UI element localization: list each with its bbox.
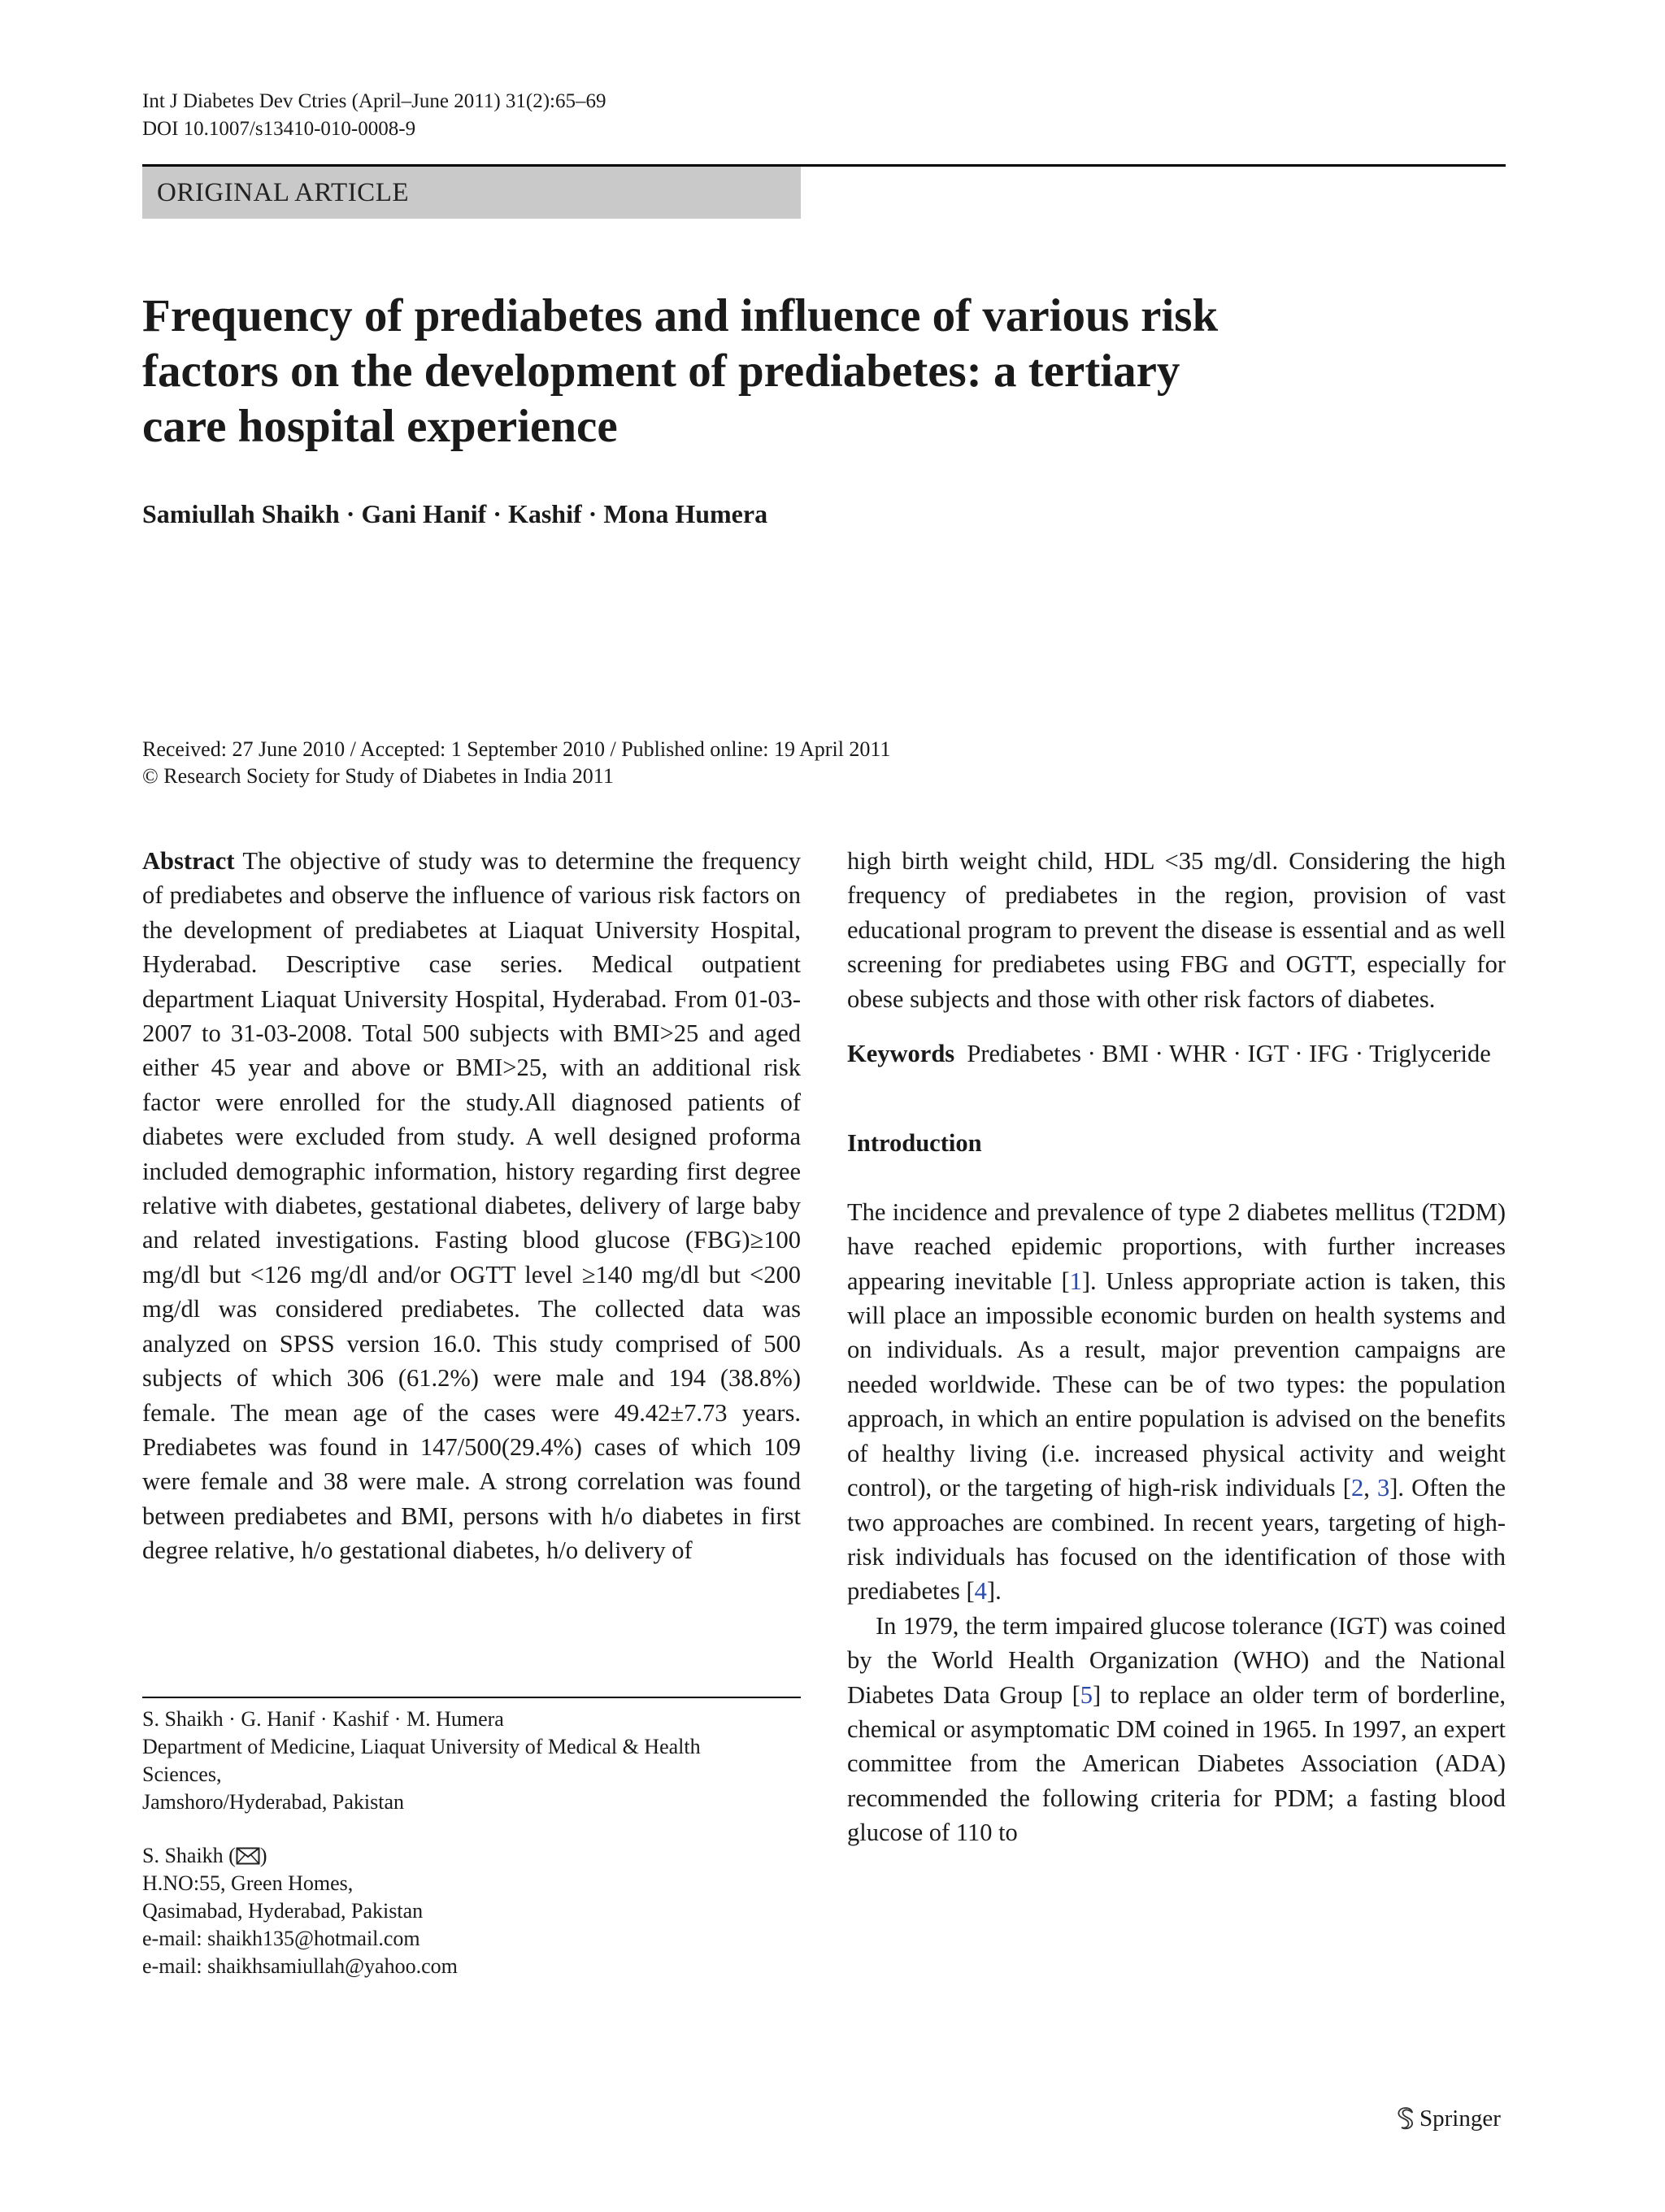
section-heading-introduction: Introduction (847, 1129, 982, 1158)
abstract-continuation: high birth weight child, HDL <35 mg/dl. Considering the high frequency of prediabetes in the region, provision of vast educational program to prevent the disease is essential and as well screening for prediabetes using FBG and OGTT, especially for obese subjects and those with other risk factors of diabetes. (847, 847, 1506, 1013)
envelope-icon[interactable] (236, 1845, 260, 1862)
author-affiliation (142, 1706, 801, 1980)
citation-link[interactable]: 4 (974, 1577, 987, 1606)
text-run: ]. (986, 1577, 1002, 1606)
citation-link[interactable]: 2 (1350, 1474, 1364, 1502)
contact-name: S. Shaikh ( (142, 1844, 236, 1867)
citation-link[interactable]: 3 (1376, 1474, 1390, 1502)
publisher-footer (1395, 2106, 1501, 2132)
journal-header (142, 88, 606, 143)
text-run: , (1363, 1474, 1377, 1502)
abstract-text: The objective of study was to determine the frequency of prediabetes and observe the influence of various risk factors on the development of prediabetes at Liaquat University Hospital, Hyderabad. Descriptive case series. Medical outpatient department Liaquat University Hospital, Hyderabad. From 01-03-2007 to 31-03-2008. Total 500 subjects with BMI>25 and aged either 45 year and above or BMI>25, with an additional risk factor were enrolled for the study.All diagnosed patients of diabetes were excluded from study. A well designed proforma included demographic information, history regarding first degree relative with diabetes, gestational diabetes, delivery of large baby and related investigations. Fasting blood glucose (FBG)≥100 mg/dl but <126 mg/dl and/or OGTT level ≥140 mg/dl but <200 mg/dl was considered prediabetes. The collected data was analyzed on SPSS version 16.0. This study comprised of 500 subjects of which 306 (61.2%) were male and 194 (38.8%) female. The mean age of the cases were 49.42±7.73 years. Prediabetes was found in 147/500(29.4%) cases of which 109 were female and 38 were male. A strong correlation was found between prediabetes and BMI, persons with h/o diabetes in first degree relative, h/o gestational diabetes, h/o delivery of (142, 847, 801, 1565)
corresponding-author (142, 1842, 801, 1870)
contact-address: Qasimabad, Hyderabad, Pakistan (142, 1899, 424, 1923)
text-run: In 1979, the term impaired glucose tolerance (IGT) was coined by the World Health Organization (WHO) and the National Diabetes Data Group [ (847, 1611, 1506, 1709)
article-type: ORIGINAL ARTICLE (157, 178, 410, 207)
publisher-name: Springer (1419, 2106, 1501, 2132)
text-run: ]. Unless appropriate action is taken, this will place an impossible economic burden on health systems and on individuals. As a result, major prevention campaigns are needed worldwide. These can be of two types: the population approach, in which an entire population is advised on the benefits of healthy living (i.e. increased physical activity and weight control), or the targeting of high-risk individuals [ (847, 1267, 1506, 1502)
affiliation-names: S. Shaikh · G. Hanif · Kashif · M. Humera (142, 1707, 504, 1731)
keywords-text: Prediabetes · BMI · WHR · IGT · IFG · Triglyceride (967, 1040, 1491, 1068)
citation-link[interactable]: 5 (1080, 1680, 1093, 1709)
title-line: factors on the development of prediabetes: a tertiary (142, 345, 1180, 397)
paper-title (142, 289, 1378, 454)
contact-email[interactable]: e-mail: shaikhsamiullah@yahoo.com (142, 1954, 458, 1978)
text-run: The incidence and prevalence of type 2 diabetes mellitus (T2DM) have reached epidemic proportions, with further increases appearing inevitable [ (847, 1197, 1506, 1295)
title-line: Frequency of prediabetes and influence of various risk (142, 290, 1219, 341)
citation-link[interactable]: 1 (1069, 1267, 1082, 1295)
affiliation-dept: Department of Medicine, Liaquat University of Medical & Health (142, 1735, 701, 1758)
affiliation-dept: Sciences, (142, 1762, 222, 1786)
intro-paragraph-2 (847, 1609, 1506, 1850)
abstract-label: Abstract (142, 847, 235, 875)
abstract (142, 844, 801, 1568)
left-column (142, 844, 801, 1568)
author-list: Samiullah Shaikh · Gani Hanif · Kashif · Mona Humera (142, 499, 768, 528)
publication-dates (142, 736, 890, 789)
contact-close: ) (259, 1844, 267, 1867)
spacer (142, 1816, 801, 1842)
text-run: ] to replace an older term of borderline, chemical or asymptomatic DM coined in 1965. In 1997, an expert committee from the American Diabetes Association (ADA) recommended the following criteria for PDM; a fasting blood glucose of 110 to (847, 1680, 1506, 1847)
title-line: care hospital experience (142, 401, 618, 452)
right-column (847, 844, 1506, 1850)
text-run: ]. Often the two approaches are combined. In recent years, targeting of high-risk individuals has focused on the identification of those with prediabetes [ (847, 1474, 1506, 1606)
dates-line: Received: 27 June 2010 / Accepted: 1 September 2010 / Published online: 19 April 2011 (142, 737, 891, 761)
journal-citation: Int J Diabetes Dev Ctries (April–June 2011) 31(2):65–69 (142, 90, 606, 112)
footnote-rule (142, 1697, 801, 1698)
keywords-label: Keywords (847, 1040, 955, 1068)
copyright-line: © Research Society for Study of Diabetes in India 2011 (142, 764, 614, 788)
springer-logo-icon (1395, 2106, 1416, 2131)
contact-address: H.NO:55, Green Homes, (142, 1871, 354, 1895)
doi[interactable]: DOI 10.1007/s13410-010-0008-9 (142, 118, 416, 140)
affiliation-dept: Jamshoro/Hyderabad, Pakistan (142, 1790, 405, 1814)
contact-email[interactable]: e-mail: shaikh135@hotmail.com (142, 1927, 420, 1950)
intro-paragraph-1 (847, 1195, 1506, 1609)
keywords (847, 1036, 1506, 1071)
